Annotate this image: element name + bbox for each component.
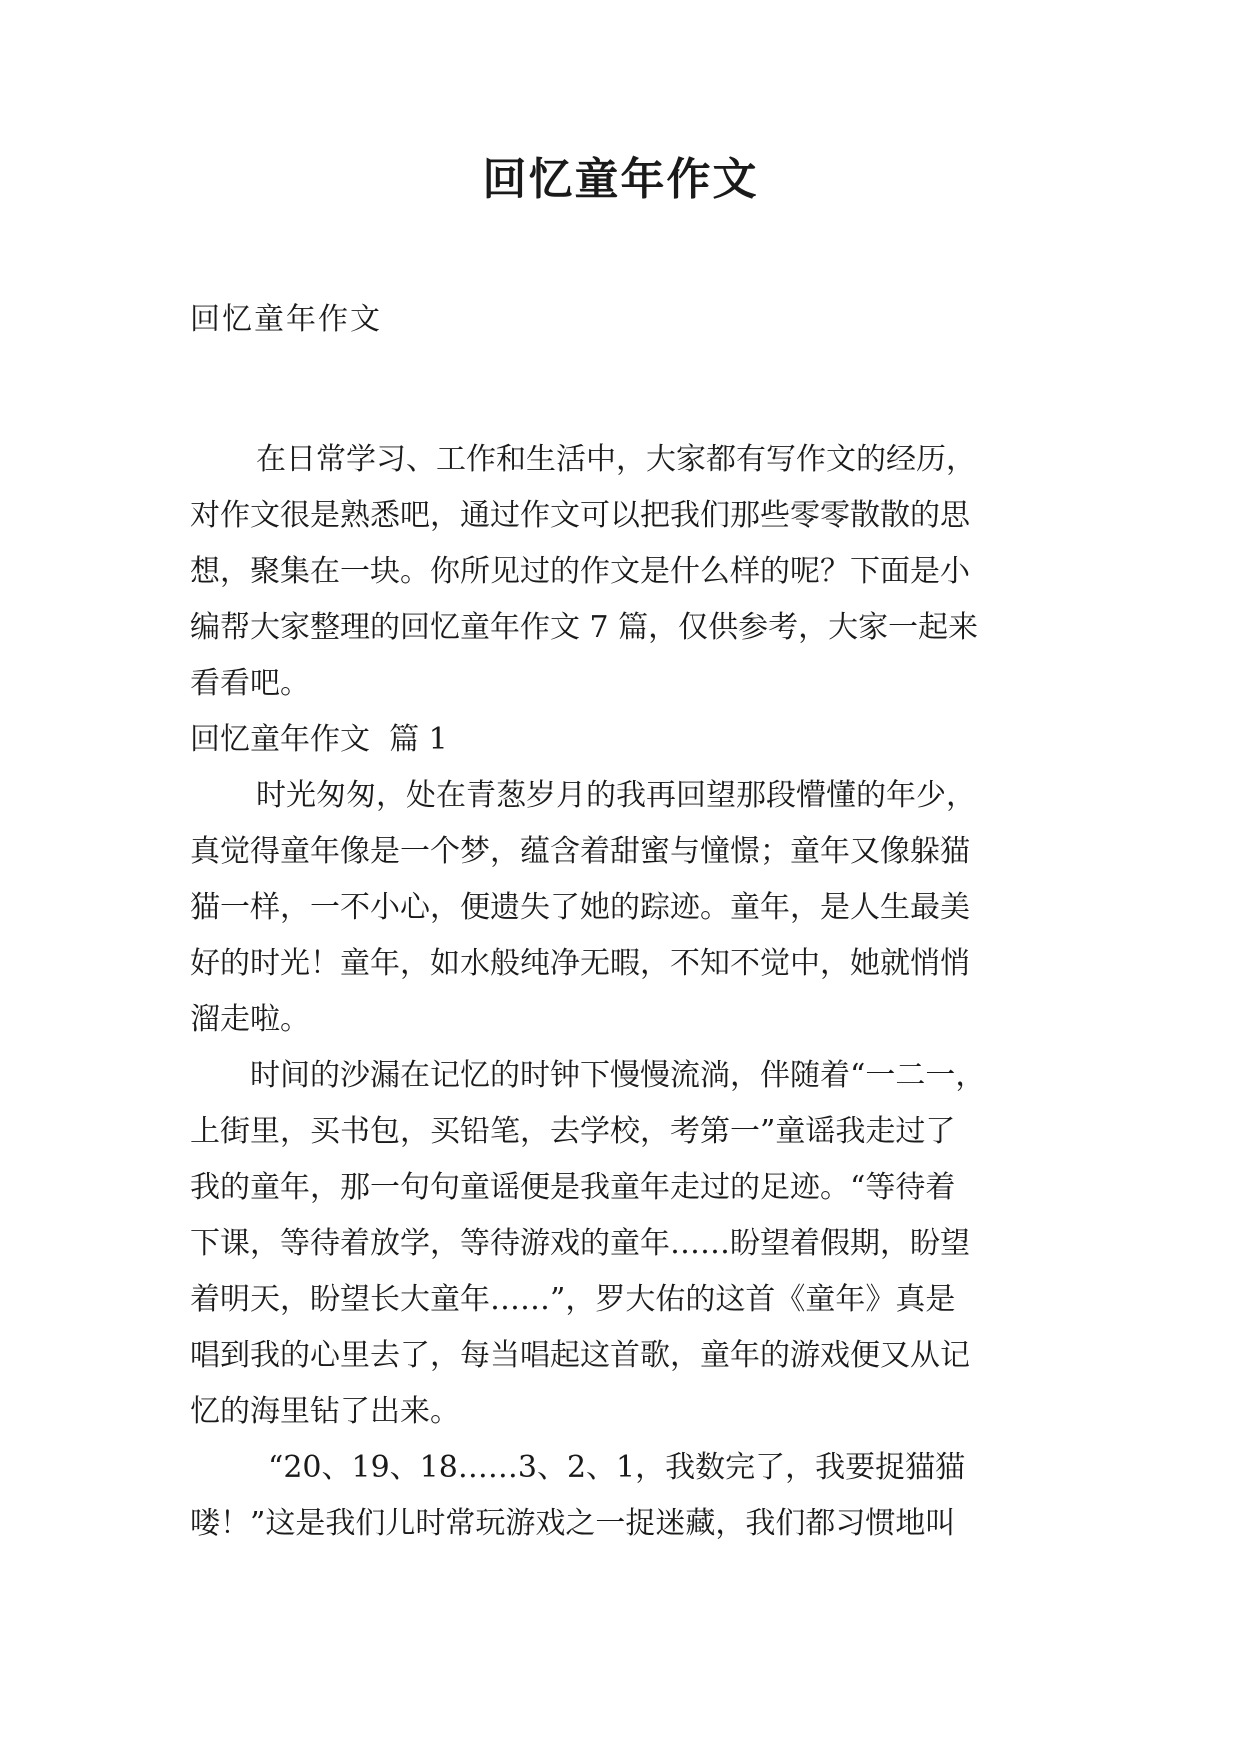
intro-line: 编帮大家整理的回忆童年作文 7 篇，仅供参考，大家一起来 xyxy=(190,610,979,645)
document-subtitle: 回忆童年作文 xyxy=(190,302,382,337)
paragraph-line: 喽！”这是我们儿时常玩游戏之一捉迷藏，我们都习惯地叫 xyxy=(190,1506,956,1541)
section-heading: 回忆童年作文 篇 1 xyxy=(190,722,448,757)
intro-line: 看看吧。 xyxy=(190,666,310,701)
document-title: 回忆童年作文 xyxy=(482,154,759,205)
paragraph-line: 时间的沙漏在记忆的时钟下慢慢流淌，伴随着“一二一， xyxy=(250,1058,986,1093)
paragraph-line: 我的童年，那一句句童谣便是我童年走过的足迹。“等待着 xyxy=(190,1170,956,1205)
intro-line: 在日常学习、工作和生活中，大家都有写作文的经历， xyxy=(256,442,976,477)
paragraph-line: “20、19、18……3、2、1，我数完了，我要捉猫猫 xyxy=(268,1450,966,1485)
paragraph-line: 着明天，盼望长大童年……”，罗大佑的这首《童年》真是 xyxy=(190,1282,956,1317)
paragraph-line: 真觉得童年像是一个梦，蕴含着甜蜜与憧憬；童年又像躲猫 xyxy=(190,834,970,869)
paragraph-line: 溜走啦。 xyxy=(190,1002,310,1037)
intro-line: 想，聚集在一块。你所见过的作文是什么样的呢？下面是小 xyxy=(190,554,970,589)
paragraph-line: 上街里，买书包，买铅笔，去学校，考第一”童谣我走过了 xyxy=(190,1114,956,1149)
spacer xyxy=(190,348,1050,432)
paragraph-line: 猫一样，一不小心，便遗失了她的踪迹。童年，是人生最美 xyxy=(190,890,970,925)
paragraph-line: 好的时光！童年，如水般纯净无暇，不知不觉中，她就悄悄 xyxy=(190,946,970,981)
paragraph-line: 下课，等待着放学，等待游戏的童年……盼望着假期，盼望 xyxy=(190,1226,970,1261)
document-body xyxy=(190,292,1050,1552)
paragraph-line: 时光匆匆，处在青葱岁月的我再回望那段懵懂的年少， xyxy=(256,778,976,813)
intro-line: 对作文很是熟悉吧，通过作文可以把我们那些零零散散的思 xyxy=(190,498,970,533)
paragraph-line: 唱到我的心里去了，每当唱起这首歌，童年的游戏便又从记 xyxy=(190,1338,970,1373)
paragraph-line: 忆的海里钻了出来。 xyxy=(190,1394,460,1429)
